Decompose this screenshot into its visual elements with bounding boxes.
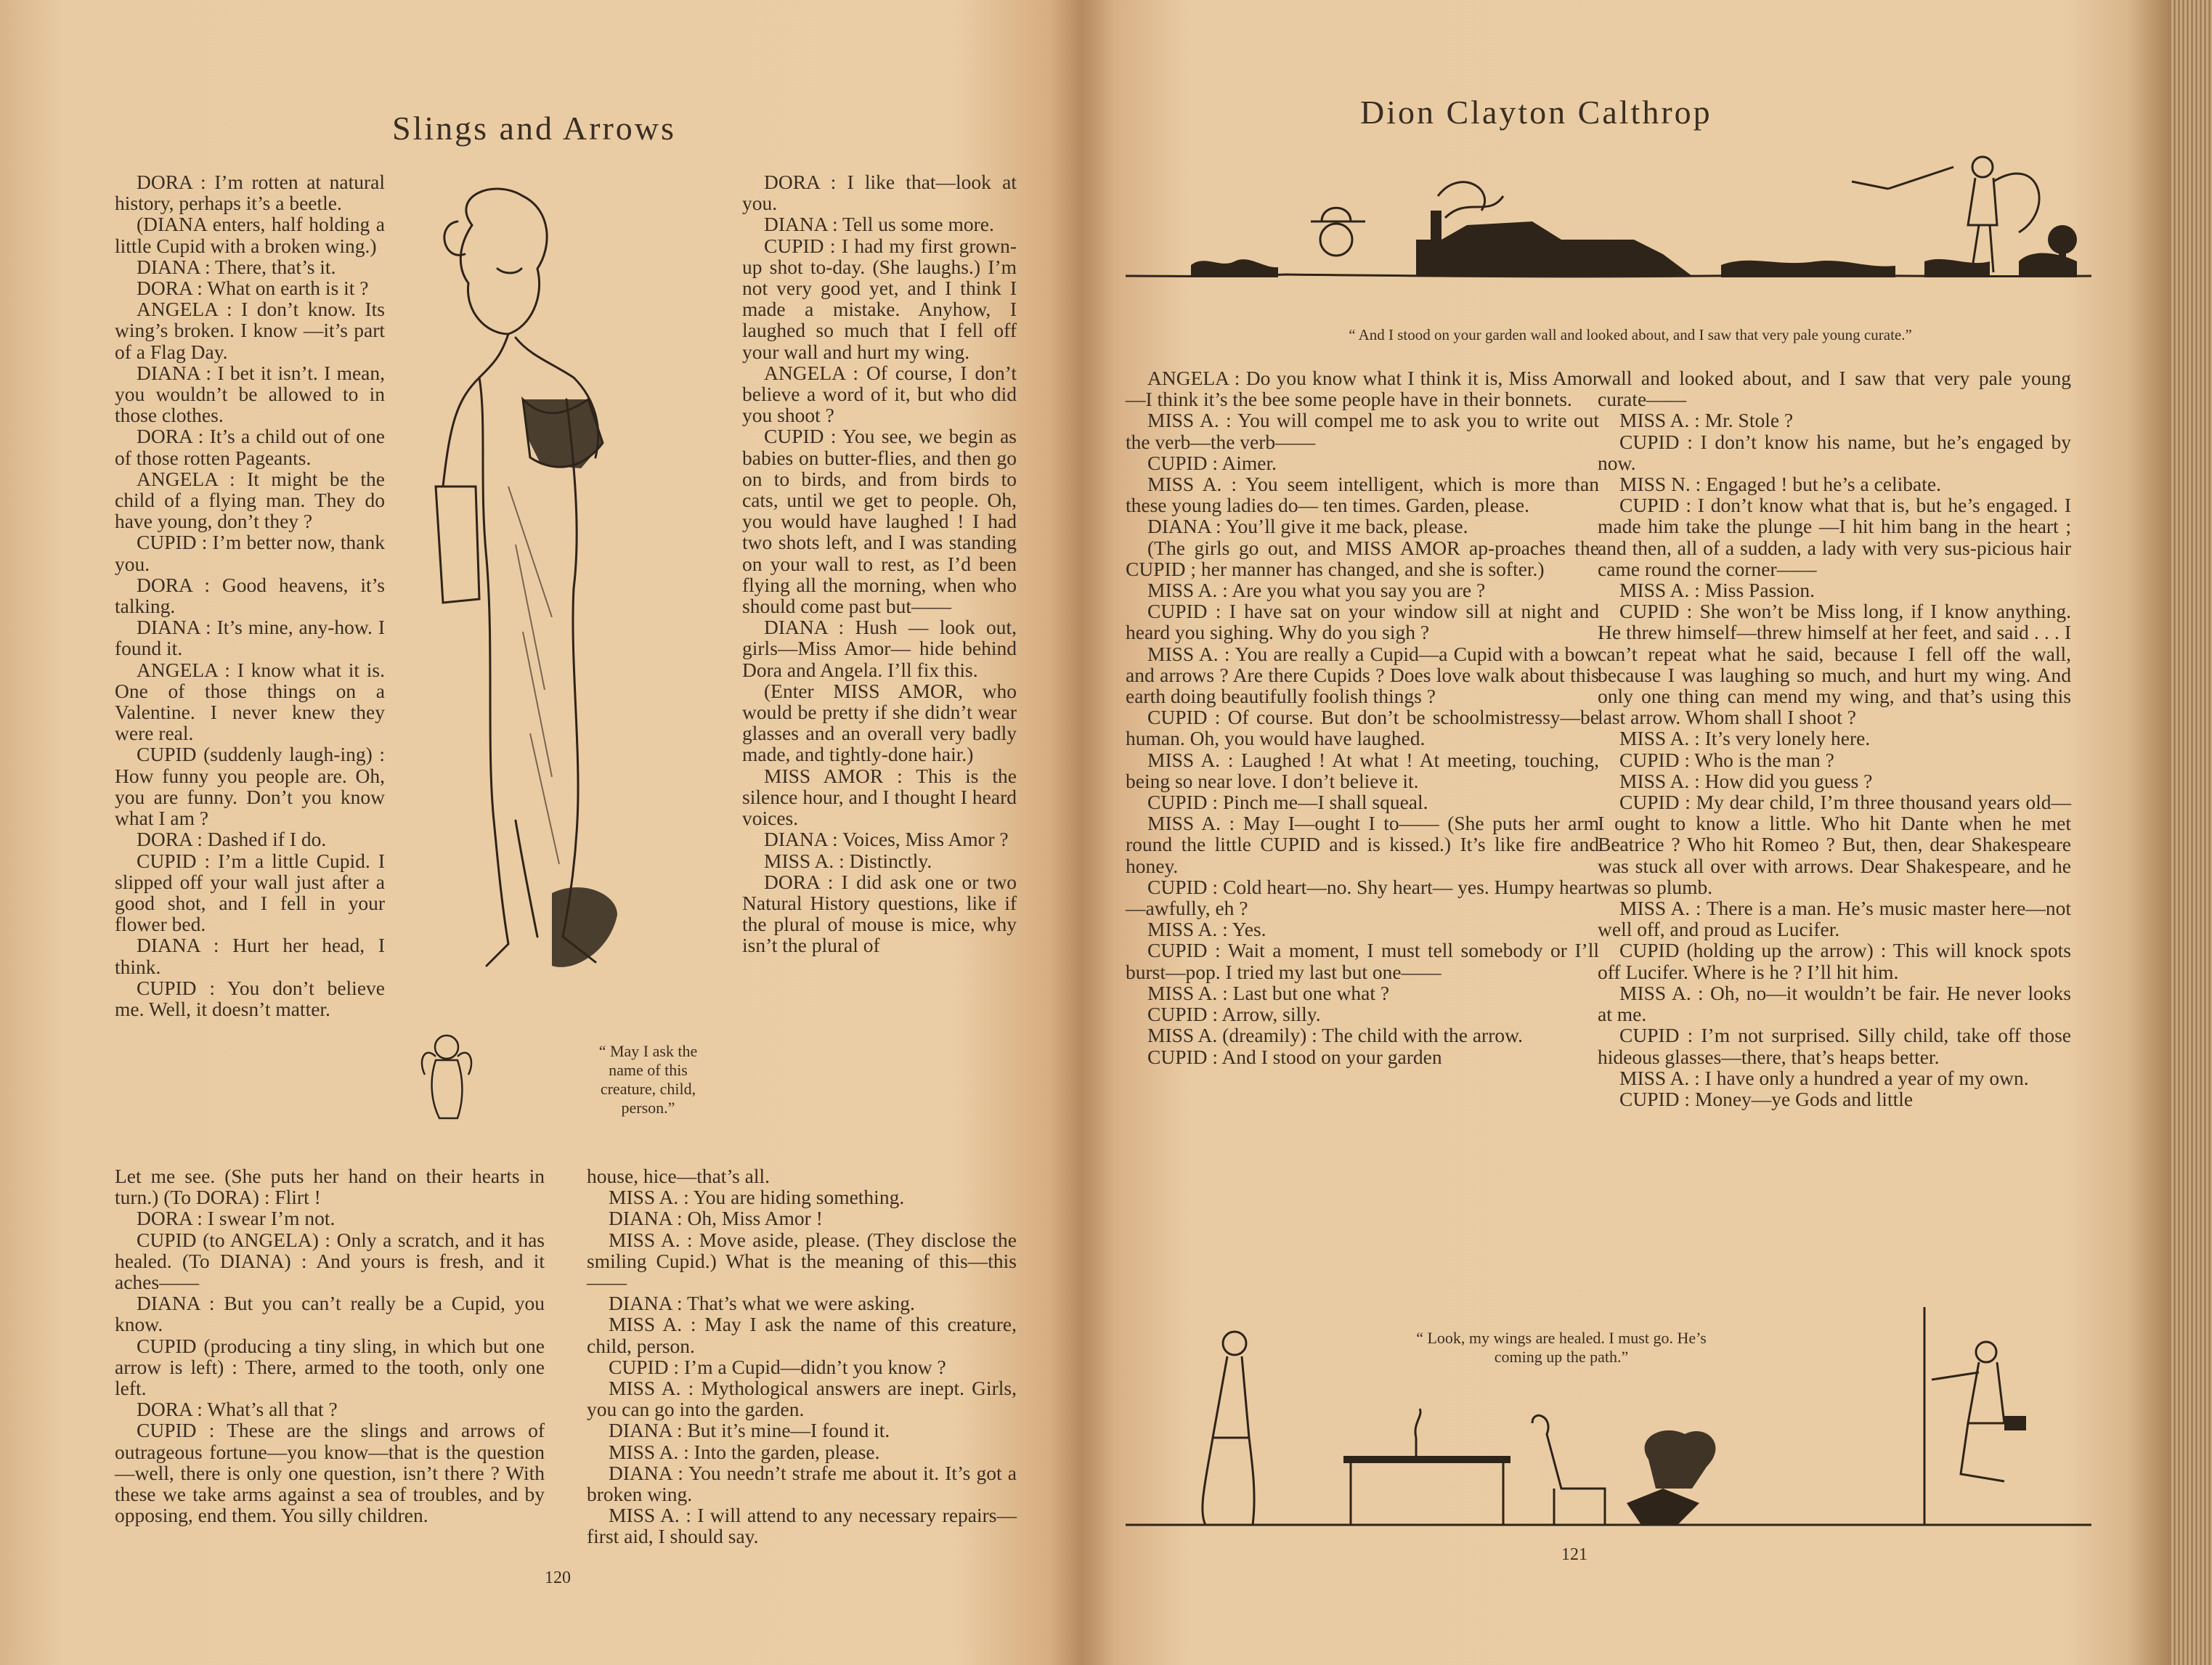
- dialogue-line: CUPID : Wait a moment, I must tell somebody or I’ll burst—pop. I tried my last but one——: [1126, 939, 1599, 983]
- dialogue-line: MISS A. : May I ask the name of this creature, child, person.: [587, 1313, 1017, 1357]
- dialogue-line: ANGELA : Of course, I don’t believe a word of it, but who did you shoot ?: [742, 361, 1017, 427]
- left-column-1: [115, 171, 385, 1019]
- dialogue-line: CUPID : Pinch me—I shall squeal.: [1147, 791, 1428, 814]
- dialogue-line: MISS A. : You will compel me to ask you to write out the verb—the verb——: [1126, 409, 1599, 453]
- dialogue-line: CUPID : I’m not surprised. Silly child, take off those hideous glasses—there, that’s heaps better.: [1598, 1024, 2071, 1068]
- dialogue-line: DORA : It’s a child out of one of those rotten Pageants.: [115, 425, 385, 469]
- illustration-caption-left: “ May I ask the name of this creature, child, person.”: [598, 1042, 698, 1117]
- dialogue-line: CUPID : Arrow, silly.: [1147, 1003, 1321, 1026]
- top-illustration-caption: “ And I stood on your garden wall and looked about, and I saw that very pale young curate.”: [1349, 326, 1912, 343]
- dialogue-line: MISS A. : Mythological answers are inept. Girls, you can go into the garden.: [587, 1377, 1017, 1421]
- running-header-left: Slings and Arrows: [392, 110, 676, 147]
- dialogue-line: CUPID : Who is the man ?: [1619, 748, 1834, 771]
- book-page-edges: [2171, 0, 2212, 1665]
- dialogue-line: DORA : Dashed if I do.: [137, 828, 327, 851]
- dialogue-line: MISS A. : Yes.: [1147, 918, 1266, 941]
- girl-illustration: [407, 182, 625, 988]
- dialogue-line: ANGELA : Do you know what I think it is, Miss Amor—I think it’s the bee some people have in their bonnets.: [1126, 367, 1599, 411]
- dialogue-line: DIANA : Hurt her head, I think.: [115, 934, 385, 978]
- dialogue-line: CUPID : And I stood on your garden: [1147, 1045, 1442, 1068]
- dialogue-line: DORA : I’m rotten at natural history, perhaps it’s a beetle.: [115, 171, 385, 215]
- dialogue-line: ANGELA : I don’t know. Its wing’s broken. I know —it’s part of a Flag Day.: [115, 298, 385, 363]
- dialogue-line: MISS A. : How did you guess ?: [1619, 769, 1873, 792]
- left-column-2-wide: [587, 1165, 1017, 1547]
- dialogue-line: MISS N. : Engaged ! but he’s a celibate.: [1619, 473, 1941, 496]
- dialogue-line: house, hice—that’s all.: [587, 1165, 770, 1187]
- dialogue-line: Let me see. (She puts her hand on their hearts in turn.) (To DORA) : Flirt !: [115, 1165, 545, 1209]
- dialogue-line: MISS A. : Are you what you say you are ?: [1147, 579, 1486, 602]
- dialogue-line: MISS A. : Oh, no—it wouldn’t be fair. He never looks at me.: [1598, 981, 2071, 1026]
- dialogue-line: CUPID : Cold heart—no. Shy heart— yes. Humpy heart—awfully, eh ?: [1126, 875, 1599, 920]
- top-wall-illustration: [1126, 152, 2091, 312]
- dialogue-line: CUPID : My dear child, I’m three thousand years old—I ought to know a little. Who hit Dante when he met Beatrice ? Who hit Romeo ? But, then, dear Shakespeare was stuck all over with arrows. Dear Shakespeare, and he was so plumb.: [1598, 791, 2071, 898]
- dialogue-line: MISS A. : Last but one what ?: [1147, 981, 1390, 1004]
- dialogue-line: DIANA : I bet it isn’t. I mean, you wouldn’t be allowed to in those clothes.: [115, 361, 385, 427]
- dialogue-line: MISS A. : Mr. Stole ?: [1619, 409, 1794, 432]
- dialogue-line: DIANA : There, that’s it.: [137, 255, 336, 278]
- dialogue-line: MISS A. (dreamily) : The child with the arrow.: [1147, 1024, 1524, 1047]
- dialogue-line: DORA : I like that—look at you.: [742, 171, 1017, 215]
- dialogue-line: wall and looked about, and I saw that very pale young curate——: [1598, 367, 2071, 411]
- dialogue-line: CUPID : I had my first grown-up shot to-day. (She laughs.) I’m not very good yet, and I think I made a mistake. Anyhow, I laughed so much that I fell off your wall and hurt my wing.: [742, 234, 1017, 363]
- dialogue-line: CUPID : Aimer.: [1147, 451, 1277, 474]
- dialogue-line: DORA : I did ask one or two Natural History questions, like if the plural of mouse is mice, why isn’t the plural of: [742, 870, 1017, 957]
- dialogue-line: CUPID (to ANGELA) : Only a scratch, and it has healed. (To DIANA) : And yours is fresh, and it aches——: [115, 1228, 545, 1294]
- dialogue-line: DORA : Good heavens, it’s talking.: [115, 573, 385, 618]
- dialogue-line: MISS A. : You seem intelligent, which is more than these young ladies do— ten times. Garden, please.: [1126, 473, 1599, 517]
- dialogue-line: MISS A. : Miss Passion.: [1619, 579, 1815, 602]
- running-header-right: Dion Clayton Calthrop: [1360, 94, 1712, 131]
- dialogue-line: CUPID : I don’t know what that is, but he’s engaged. I made him take the plunge —I hit him bang in the heart ; and then, all of a sudden, a lady with very sus-picious hair came round the corner——: [1598, 494, 2071, 580]
- dialogue-line: MISS A. : You are really a Cupid—a Cupid with a bow and arrows ? Are there Cupids ? Does love walk about this earth doing beautifully foolish things ?: [1126, 642, 1599, 708]
- dialogue-line: MISS AMOR : This is the silence hour, and I thought I heard voices.: [742, 764, 1017, 830]
- dialogue-line: DIANA : It’s mine, any-how. I found it.: [115, 616, 385, 660]
- dialogue-line: DIANA : But you can’t really be a Cupid, you know.: [115, 1292, 545, 1336]
- dialogue-line: (The girls go out, and MISS AMOR ap-proaches the CUPID ; her manner has changed, and she is softer.): [1126, 536, 1599, 580]
- dialogue-line: CUPID : I have sat on your window sill at night and heard you sighing. Why do you sigh ?: [1126, 600, 1599, 644]
- left-page: [0, 0, 1082, 1665]
- dialogue-line: MISS A. : May I—ought I to—— (She puts her arm round the little CUPID and is kissed.) It’s like fire and honey.: [1126, 812, 1599, 877]
- dialogue-line: MISS A. : Into the garden, please.: [609, 1440, 880, 1463]
- dialogue-line: MISS A. : There is a man. He’s music master here—not well off, and proud as Lucifer.: [1598, 897, 2071, 941]
- dialogue-line: (Enter MISS AMOR, who would be pretty if she didn’t wear glasses and an overall very badly made, and tightly-done hair.): [742, 679, 1017, 766]
- left-column-1-wide: [115, 1165, 545, 1526]
- dialogue-line: CUPID : You don’t believe me. Well, it doesn’t matter.: [115, 976, 385, 1020]
- dialogue-line: DIANA : Oh, Miss Amor !: [609, 1207, 823, 1230]
- page-number-left: 120: [545, 1568, 571, 1587]
- dialogue-line: ANGELA : It might be the child of a flying man. They do have young, don’t they ?: [115, 467, 385, 533]
- dialogue-line: CUPID : Money—ye Gods and little: [1619, 1087, 1914, 1110]
- dialogue-line: CUPID : I’m better now, thank you.: [115, 531, 385, 575]
- dialogue-line: CUPID : You see, we begin as babies on butter-flies, and then go on to birds, and from birds to cats, until we get to people. Oh, you would have laughed ! I had two shots left, and I was standing on your wall to rest, as I’d been flying all the morning, when who should come past but——: [742, 425, 1017, 618]
- dialogue-line: MISS A. : Distinctly.: [764, 849, 932, 872]
- dialogue-line: CUPID (producing a tiny sling, in which but one arrow is left) : There, armed to the tooth, only one left.: [115, 1334, 545, 1400]
- right-column-1: [1126, 367, 1599, 1067]
- dialogue-line: CUPID : These are the slings and arrows of outrageous fortune—you know—that is the question—well, there is only one question, isn’t there ? With these we take arms against a sea of troubles, and by opposing, end them. You silly children.: [115, 1419, 545, 1527]
- dialogue-line: MISS A. : I will attend to any necessary repairs—first aid, I should say.: [587, 1504, 1017, 1548]
- dialogue-line: DIANA : That’s what we were asking.: [609, 1292, 915, 1315]
- dialogue-line: CUPID : I’m a little Cupid. I slipped off your wall just after a good shot, and I fell in your flower bed.: [115, 849, 385, 936]
- dialogue-line: CUPID (suddenly laugh-ing) : How funny you people are. Oh, you are funny. Don’t you know what I am ?: [115, 743, 385, 830]
- dialogue-line: DORA : What on earth is it ?: [137, 277, 369, 300]
- dialogue-line: CUPID (holding up the arrow) : This will knock spots off Lucifer. Where is he ? I’ll hit him.: [1598, 939, 2071, 983]
- dialogue-line: DIANA : You’ll give it me back, please.: [1147, 515, 1468, 538]
- small-cupid-illustration: [418, 1031, 476, 1125]
- dialogue-line: MISS A. : Laughed ! At what ! At meeting, touching, being so near love. I don’t believe it.: [1126, 748, 1599, 792]
- dialogue-line: DIANA : You needn’t strafe me about it. It’s got a broken wing.: [587, 1461, 1017, 1506]
- dialogue-line: CUPID : Of course. But don’t be schoolmistressy—be human. Oh, you would have laughed.: [1126, 706, 1599, 750]
- dialogue-line: MISS A. : You are hiding something.: [609, 1186, 905, 1209]
- dialogue-line: DIANA : Tell us some more.: [764, 213, 994, 236]
- dialogue-line: (DIANA enters, half holding a little Cupid with a broken wing.): [115, 213, 385, 257]
- left-column-2: [742, 171, 1017, 956]
- dialogue-line: MISS A. : I have only a hundred a year of my own.: [1619, 1066, 2029, 1089]
- page-number-right: 121: [1561, 1545, 1587, 1564]
- dialogue-line: DIANA : But it’s mine—I found it.: [609, 1419, 890, 1442]
- bottom-illustration-caption: “ Look, my wings are healed. I must go. He’s coming up the path.”: [1416, 1329, 1707, 1366]
- right-column-2: [1598, 367, 2071, 1110]
- dialogue-line: CUPID : I don’t know his name, but he’s engaged by now.: [1598, 430, 2071, 474]
- dialogue-line: CUPID : I’m a Cupid—didn’t you know ?: [609, 1355, 946, 1378]
- dialogue-line: ANGELA : I know what it is. One of those things on a Valentine. I never knew they were real.: [115, 658, 385, 745]
- dialogue-line: DIANA : Voices, Miss Amor ?: [764, 828, 1009, 851]
- dialogue-line: CUPID : She won’t be Miss long, if I know anything. He threw himself—threw himself at her feet, and said . . . I can’t repeat what he said, because I fell off the wall, because I was laughing so much, and hurt my wing. And only one thing can mend my wing, and that’s using this last arrow. Whom shall I shoot ?: [1598, 600, 2071, 729]
- dialogue-line: DORA : I swear I’m not.: [137, 1207, 336, 1230]
- dialogue-line: DIANA : Hush — look out, girls—Miss Amor— hide behind Dora and Angela. I’ll fix this.: [742, 616, 1017, 681]
- dialogue-line: MISS A. : It’s very lonely here.: [1619, 727, 1871, 750]
- right-page: [1082, 0, 2171, 1665]
- dialogue-line: DORA : What’s all that ?: [137, 1398, 338, 1421]
- dialogue-line: MISS A. : Move aside, please. (They disclose the smiling Cupid.) What is the meaning of this—this——: [587, 1228, 1017, 1294]
